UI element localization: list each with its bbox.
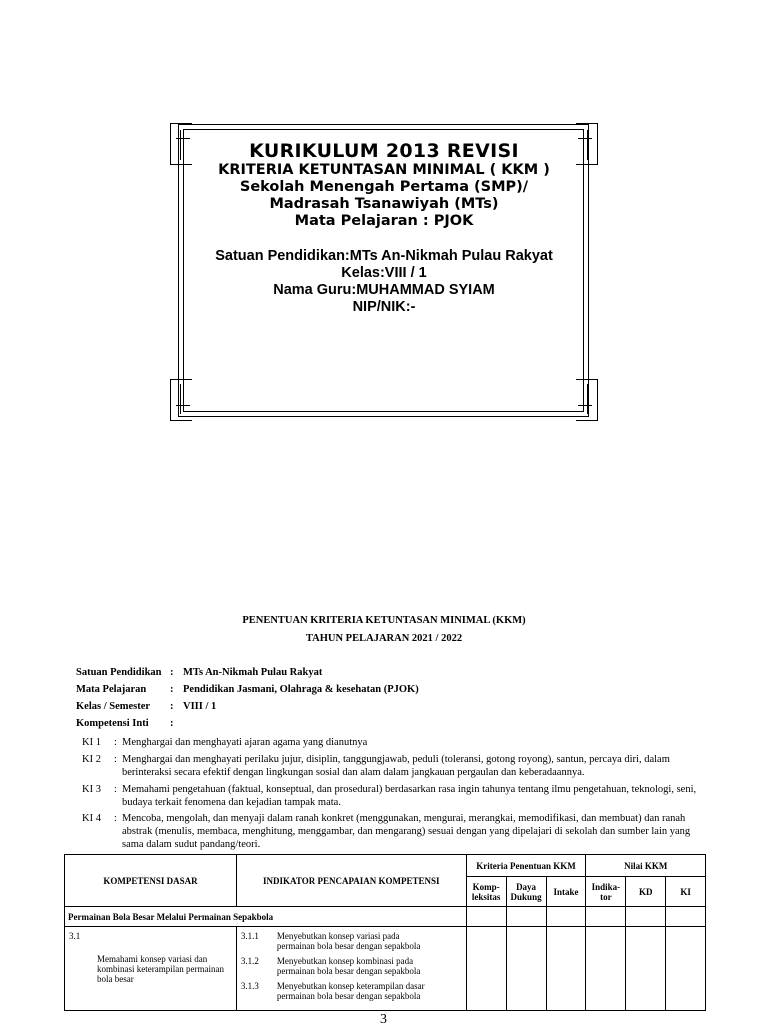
info-label: Satuan Pendidikan bbox=[76, 667, 162, 678]
indicator-text: Menyebutkan konsep variasi pada permainan bola besar dengan sepakbola bbox=[276, 931, 421, 951]
indicator-item bbox=[239, 981, 464, 1001]
indicator-item bbox=[239, 956, 464, 976]
header-kd: KD bbox=[626, 877, 666, 907]
info-row bbox=[76, 701, 216, 712]
table-row bbox=[65, 927, 706, 1011]
ki-colon: : bbox=[114, 754, 117, 765]
table-cell bbox=[546, 927, 586, 1011]
section-title: Permainan Bola Besar Melalui Permainan Sepakbola bbox=[65, 907, 467, 927]
corner-ornament bbox=[180, 384, 181, 414]
info-row bbox=[76, 684, 419, 695]
ki-colon: : bbox=[114, 784, 117, 795]
header-kompetensi-dasar: KOMPETENSI DASAR bbox=[65, 855, 237, 907]
info-colon: : bbox=[170, 667, 174, 678]
corner-ornament bbox=[578, 405, 592, 406]
kd-cell bbox=[65, 927, 237, 1011]
ki-text: Menghargai dan menghayati perilaku jujur, disiplin, tanggungjawab, peduli (toleransi, gotong royong), santun, percaya diri, dalam berinteraksi secara efektif dengan lingkungan sosial dan alam dalam jangkauan pergaulan dan keberadaannya. bbox=[122, 754, 670, 778]
info-colon: : bbox=[170, 701, 174, 712]
indicator-number: 3.1.1 bbox=[240, 931, 259, 941]
info-value: MTs An-Nikmah Pulau Rakyat bbox=[183, 667, 323, 678]
header-indikator-col: Indika-tor bbox=[586, 877, 626, 907]
kkm-table bbox=[64, 854, 706, 1011]
ki-colon: : bbox=[114, 737, 117, 748]
ki-label: KI 4 bbox=[82, 813, 101, 824]
cover-subject: Mata Pelajaran : PJOK bbox=[294, 213, 474, 229]
cover-school-name: Satuan Pendidikan:MTs An-Nikmah Pulau Rakyat bbox=[215, 248, 553, 264]
indicator-cell bbox=[236, 927, 466, 1011]
info-label: Kompetensi Inti bbox=[76, 718, 149, 729]
info-colon: : bbox=[170, 718, 174, 729]
info-label: Mata Pelajaran bbox=[76, 684, 147, 695]
info-row bbox=[76, 718, 183, 729]
corner-ornament bbox=[170, 379, 192, 421]
table-cell bbox=[546, 907, 586, 927]
ki-text: Mencoba, mengolah, dan menyaji dalam ranah konkret (menggunakan, mengurai, merangkai, memodifikasi, dan membuat) dan ranah abstrak (menulis, membaca, menghitung, menggambar, dan mengarang) sesuai dengan yang dipelajari di sekolah dan sumber lain yang sama dalam sudut pandang/teori. bbox=[122, 813, 691, 850]
header-nilai-kkm: Nilai KKM bbox=[586, 855, 706, 877]
cover-teacher: Nama Guru:MUHAMMAD SYIAM bbox=[273, 282, 495, 298]
table-cell bbox=[506, 927, 546, 1011]
header-kompleksitas: Komp-leksitas bbox=[466, 877, 506, 907]
ki-text: Memahami pengetahuan (faktual, konseptual, dan prosedural) berdasarkan rasa ingin tahunya tentang ilmu pengetahuan, teknologi, seni, budaya terkait fenomena dan kejadian tampak mata. bbox=[122, 784, 697, 808]
cover-title: KURIKULUM 2013 REVISI bbox=[249, 140, 519, 162]
header-kriteria: Kriteria Penentuan KKM bbox=[466, 855, 586, 877]
section-row bbox=[65, 907, 706, 927]
corner-ornament bbox=[578, 138, 592, 139]
cover-school-type-alt: Madrasah Tsanawiyah (MTs) bbox=[269, 196, 499, 212]
table-cell bbox=[666, 927, 706, 1011]
info-value: VIII / 1 bbox=[183, 701, 217, 712]
header-intake: Intake bbox=[546, 877, 586, 907]
kd-number: 3.1 bbox=[69, 931, 81, 941]
indicator-text: Menyebutkan konsep keterampilan dasar permainan bola besar dengan sepakbola bbox=[276, 981, 425, 1001]
ki-label: KI 2 bbox=[82, 754, 101, 765]
academic-year: TAHUN PELAJARAN 2021 / 2022 bbox=[305, 633, 463, 644]
ki-text: Menghargai dan menghayati ajaran agama yang dianutnya bbox=[122, 737, 368, 748]
table-cell bbox=[466, 927, 506, 1011]
ki-item bbox=[82, 812, 702, 851]
cover-subtitle: KRITERIA KETUNTASAN MINIMAL ( KKM ) bbox=[218, 162, 550, 178]
header-daya-dukung: Daya Dukung bbox=[506, 877, 546, 907]
header-ki: KI bbox=[666, 877, 706, 907]
corner-ornament bbox=[587, 384, 588, 414]
ki-item bbox=[82, 753, 702, 779]
ki-colon: : bbox=[114, 813, 117, 824]
table-cell bbox=[586, 907, 626, 927]
table-cell bbox=[586, 927, 626, 1011]
kd-text: Memahami konsep variasi dan kombinasi keterampilan permainan bola besar bbox=[97, 953, 224, 984]
ki-item bbox=[82, 783, 702, 809]
info-label: Kelas / Semester bbox=[76, 701, 151, 712]
table-cell bbox=[506, 907, 546, 927]
indicator-text: Menyebutkan konsep kombinasi pada permainan bola besar dengan sepakbola bbox=[276, 956, 421, 976]
cover-school-type: Sekolah Menengah Pertama (SMP)/ bbox=[239, 179, 529, 195]
page-title: PENENTUAN KRITERIA KETUNTASAN MINIMAL (KKM) bbox=[242, 615, 526, 626]
info-row bbox=[76, 667, 322, 678]
ki-label: KI 1 bbox=[82, 737, 101, 748]
table-cell bbox=[626, 927, 666, 1011]
table-cell bbox=[666, 907, 706, 927]
cover-class: Kelas:VIII / 1 bbox=[341, 265, 427, 281]
corner-ornament bbox=[176, 138, 190, 139]
corner-ornament bbox=[176, 405, 190, 406]
header-indikator: INDIKATOR PENCAPAIAN KOMPETENSI bbox=[236, 855, 466, 907]
table-cell bbox=[626, 907, 666, 927]
indicator-number: 3.1.3 bbox=[240, 981, 259, 991]
info-colon: : bbox=[170, 684, 174, 695]
table-cell bbox=[466, 907, 506, 927]
ki-item bbox=[82, 736, 702, 749]
page-number: 3 bbox=[380, 1012, 387, 1024]
cover-nip: NIP/NIK:- bbox=[352, 299, 416, 315]
info-value: Pendidikan Jasmani, Olahraga & kesehatan (PJOK) bbox=[183, 684, 419, 695]
indicator-number: 3.1.2 bbox=[240, 956, 259, 966]
indicator-item bbox=[239, 931, 464, 951]
ki-label: KI 3 bbox=[82, 784, 101, 795]
